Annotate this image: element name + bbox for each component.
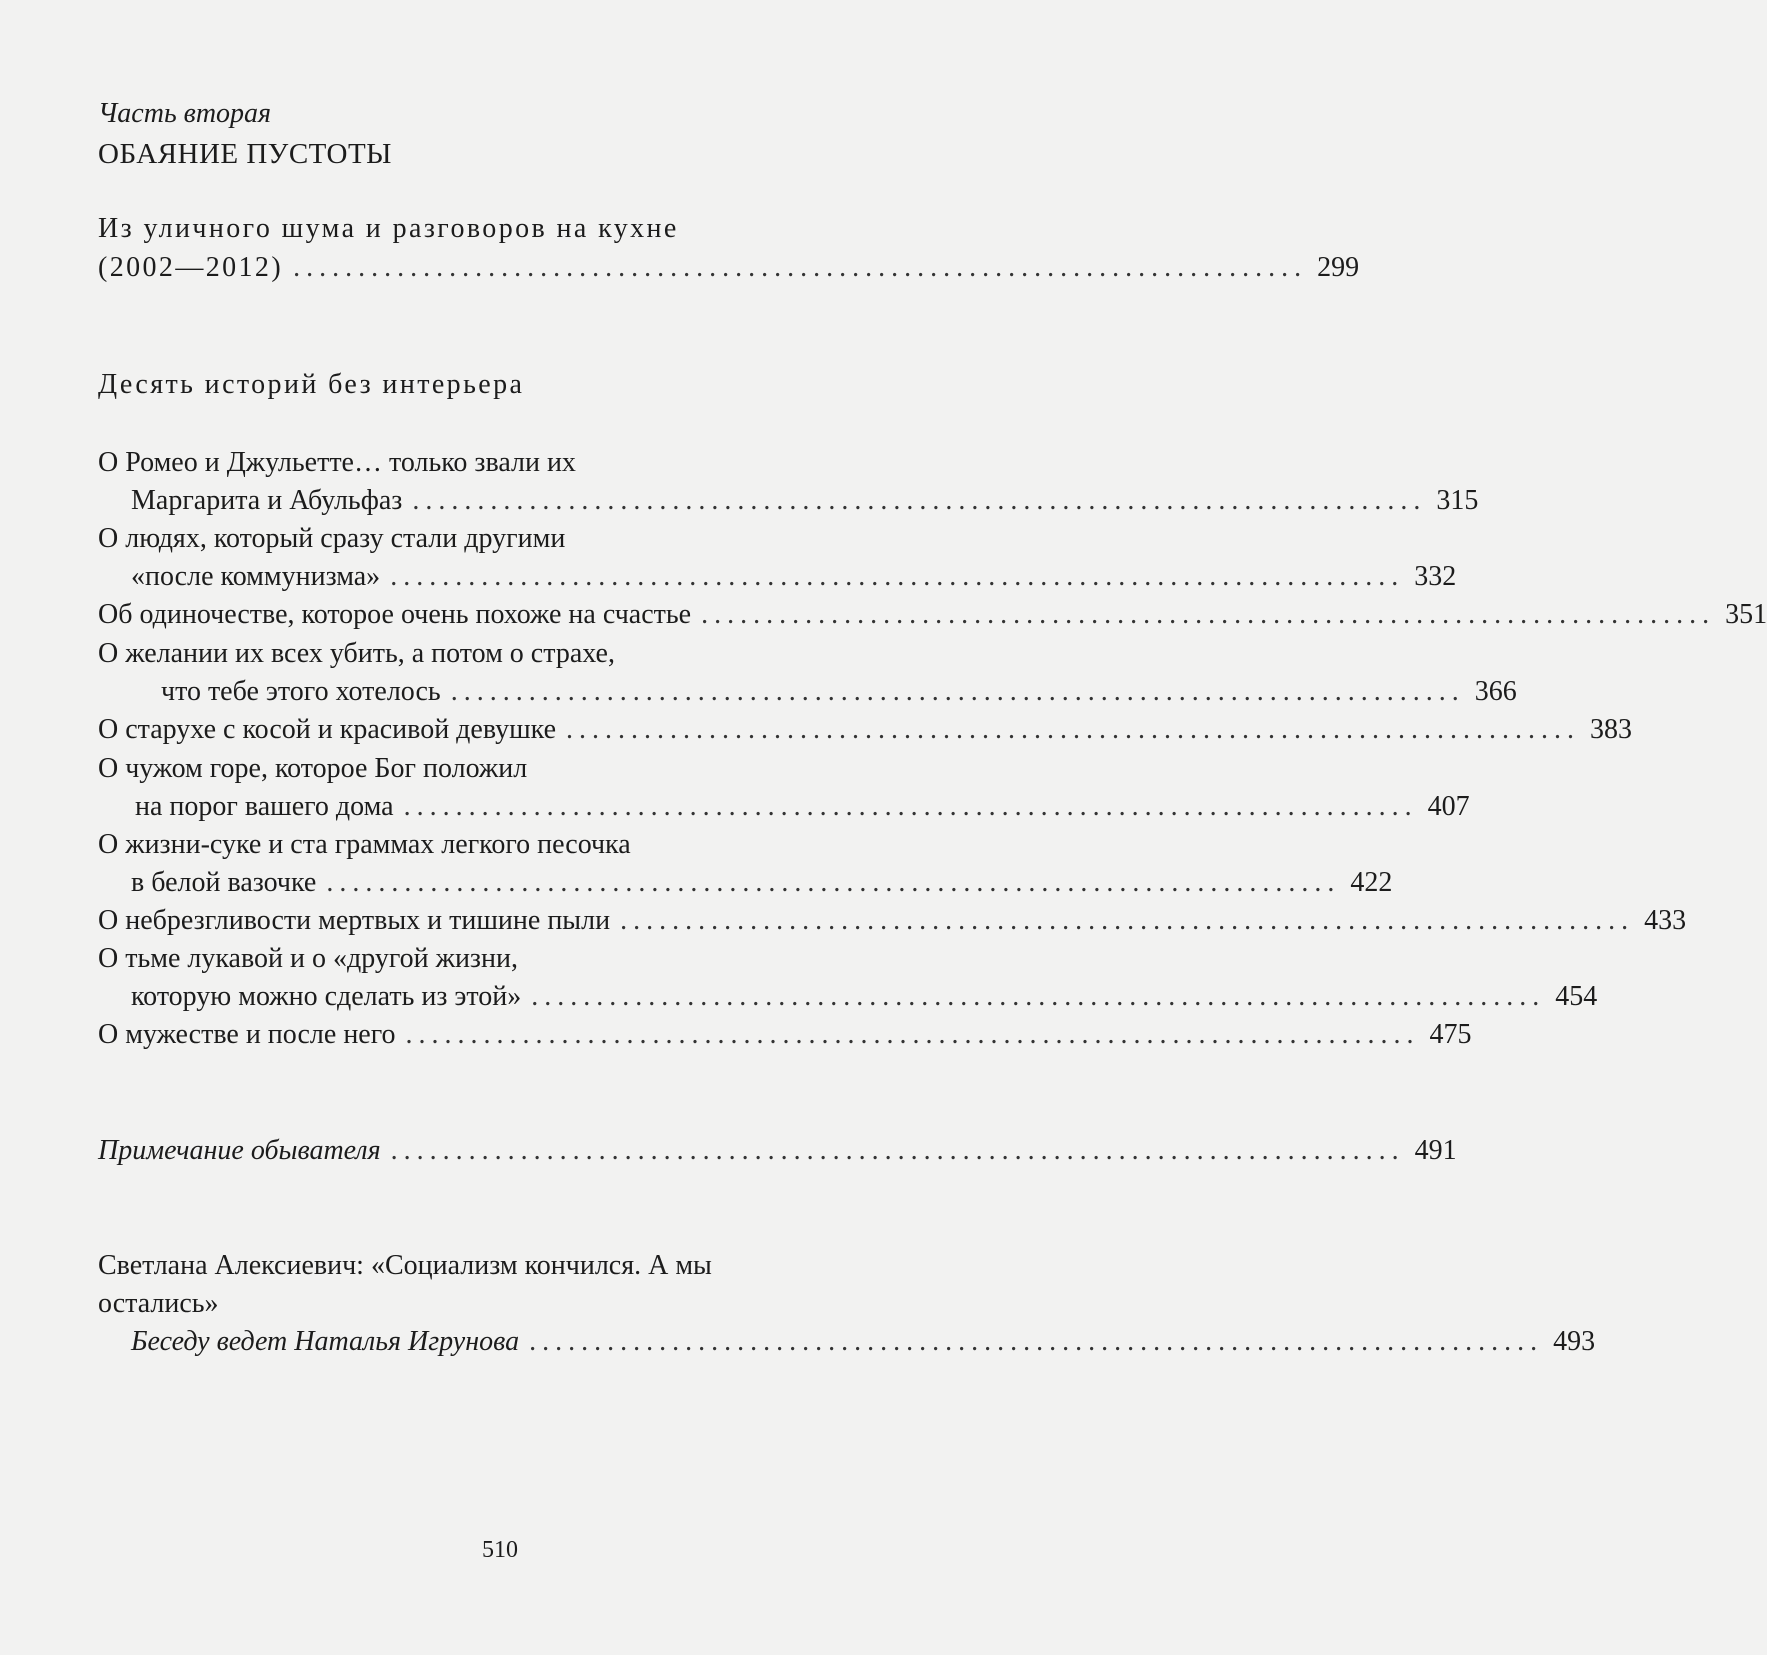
part-label: Часть вторая bbox=[98, 98, 272, 129]
page-number: 366 bbox=[1474, 676, 1517, 707]
dot-leader: .............................................................................. bbox=[701, 599, 1716, 630]
interview-entry bbox=[131, 1326, 1596, 1358]
toc-entry bbox=[131, 485, 1479, 517]
page-number: 422 bbox=[1350, 867, 1393, 898]
entry-title-line1: Об одиночестве, которое очень похоже на счастье bbox=[98, 599, 692, 630]
note-title: Примечание обывателя bbox=[98, 1135, 381, 1166]
dot-leader: .............................................................................. bbox=[531, 981, 1546, 1012]
page-number: 315 bbox=[1436, 485, 1479, 516]
dot-leader: .............................................................................. bbox=[566, 714, 1581, 745]
entry-title-line1: О жизни-суке и ста граммах легкого песочка bbox=[98, 829, 631, 860]
section1-title-line1: Из уличного шума и разговоров на кухне bbox=[98, 213, 679, 244]
entry-title-line1: О мужестве и после него bbox=[98, 1019, 396, 1050]
dot-leader: .............................................................................. bbox=[450, 676, 1465, 707]
dot-leader: .............................................................................. bbox=[405, 1019, 1420, 1050]
toc-entry bbox=[131, 561, 1457, 593]
entry-title-line1: О людях, который сразу стали другими bbox=[98, 523, 566, 554]
dot-leader: .............................................................................. bbox=[620, 905, 1635, 936]
entry-title-line1: О старухе с косой и красивой девушке bbox=[98, 714, 557, 745]
page-number: 491 bbox=[1414, 1135, 1457, 1166]
entry-title-line2: Маргарита и Абульфаз bbox=[131, 485, 403, 516]
entry-title-line2: в белой вазочке bbox=[131, 867, 317, 898]
note-entry bbox=[98, 1135, 1457, 1167]
entry-title-line1: О небрезгливости мертвых и тишине пыли bbox=[98, 905, 611, 936]
dot-leader: .............................................................................. bbox=[390, 1135, 1405, 1166]
page-number: 493 bbox=[1553, 1326, 1596, 1357]
entry-title-line1: О тьме лукавой и о «другой жизни, bbox=[98, 943, 518, 974]
toc-entry bbox=[98, 905, 1687, 937]
toc-entry bbox=[98, 1019, 1472, 1051]
dot-leader: .............................................................................. bbox=[390, 561, 1405, 592]
section1-entry bbox=[98, 252, 1360, 284]
section1-title-line2: (2002—2012) bbox=[98, 252, 284, 283]
interview-byline: Беседу ведет Наталья Игрунова bbox=[131, 1326, 520, 1357]
page-number: 433 bbox=[1644, 905, 1687, 936]
entry-title-line2: которую можно сделать из этой» bbox=[131, 981, 522, 1012]
footer-page-number: 510 bbox=[482, 1537, 518, 1563]
page-number: 383 bbox=[1590, 714, 1633, 745]
entry-title-line2: на порог вашего дома bbox=[135, 791, 394, 822]
page-number: 454 bbox=[1555, 981, 1598, 1012]
dot-leader: .............................................................................. bbox=[403, 791, 1418, 822]
toc-entry bbox=[98, 714, 1633, 746]
entry-title-line1: О Ромео и Джульетте… только звали их bbox=[98, 447, 576, 478]
section2-heading: Десять историй без интерьера bbox=[98, 369, 525, 400]
dot-leader: .............................................................................. bbox=[326, 867, 1341, 898]
entry-title-line2: «после коммунизма» bbox=[131, 561, 381, 592]
interview-title-line2: остались» bbox=[98, 1288, 219, 1319]
toc-entry bbox=[98, 599, 1767, 631]
toc-entry bbox=[131, 981, 1598, 1013]
page-number: 351 bbox=[1725, 599, 1767, 630]
entry-title-line2: что тебе этого хотелось bbox=[161, 676, 441, 707]
dot-leader: .............................................................................. bbox=[293, 252, 1308, 283]
page-number: 332 bbox=[1414, 561, 1457, 592]
part-title: ОБАЯНИЕ ПУСТОТЫ bbox=[98, 138, 392, 170]
entry-title-line1: О чужом горе, которое Бог положил bbox=[98, 753, 528, 784]
toc-entry bbox=[135, 791, 1470, 823]
entry-title-line1: О желании их всех убить, а потом о страхе, bbox=[98, 638, 615, 669]
dot-leader: .............................................................................. bbox=[412, 485, 1427, 516]
interview-title-line1: Светлана Алексиевич: «Социализм кончился. А мы bbox=[98, 1250, 712, 1281]
page-number: 475 bbox=[1429, 1019, 1472, 1050]
dot-leader: .............................................................................. bbox=[529, 1326, 1544, 1357]
toc-entry bbox=[161, 676, 1517, 708]
page-number: 407 bbox=[1427, 791, 1470, 822]
page-number: 299 bbox=[1317, 252, 1360, 283]
toc-entry bbox=[131, 867, 1393, 899]
